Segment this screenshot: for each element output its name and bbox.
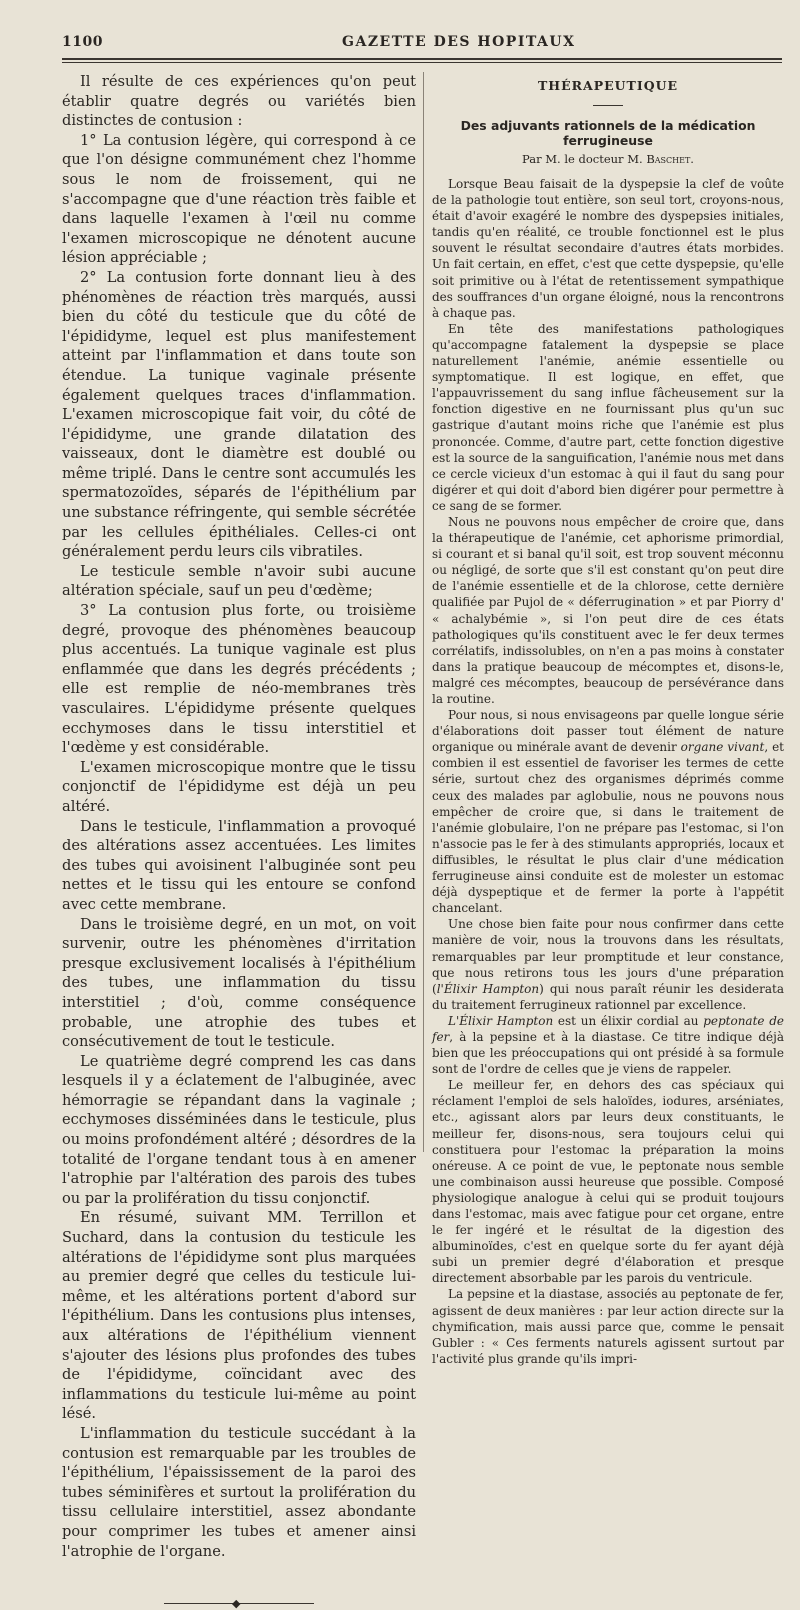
paragraph: 2° La contusion forte donnant lieu à des phénomènes de réaction très marqués, aussi bien du côté du testicule que du côté de l'épididyme, lequel est plus manifestement atteint par l'inflammation et dans toute son étendue. La tunique vaginale présente également quelques traces d'inflammation. L'examen microscopique fait voir, du côté de l'épididyme, une grande dilatation des vaisseaux, dont le diamètre est doublé ou même triplé. Dans le centre sont accumulés les spermatozoïdes, séparés de l'épithélium par une substance réfringente, qui semble sécrétée par les cellules épithéliales. Celles-ci ont généralement perdu leurs cils vibratiles.	[62, 268, 416, 561]
text-run: ) qui nous paraît réunir les desiderata du traitement ferrugineux rationnel par excellence.	[432, 981, 784, 1012]
paragraph: Le testicule semble n'avoir subi aucune altération spéciale, sauf un peu d'œdème;	[62, 562, 416, 600]
paragraph: 1° La contusion légère, qui correspond à ce que l'on désigne communément chez l'homme sous le nom de froissement, qui ne s'accompagne que d'une réaction très faible et dans laquelle l'examen à l'œil nu comme l'examen microscopique ne dénotent aucune lésion appréciable ;	[62, 131, 416, 267]
text-run: est un élixir cordial au	[553, 1013, 704, 1028]
paragraph: L'inflammation du testicule succédant à la contusion est remarquable par les troubles de l'épithélium, l'épaississement de la paroi des tubes séminifères et surtout la prolifération du tissu cellulaire interstitiel, assez abondante pour comprimer les tubes et amener ainsi l'atrophie de l'organe.	[62, 1424, 416, 1560]
paragraph: En résumé, suivant MM. Terrillon et Suchard, dans la contusion du testicule les altérations de l'épididyme sont plus marquées au premier degré que celles du testicule lui-même, et les altérations portent d'abord sur l'épithélium. Dans les contusions plus intenses, aux altérations de l'épithélium viennent s'ajouter des lésions plus profondes des tubes de l'épididyme, coïncidant avec des inflammations du testicule lui-même au point lésé.	[62, 1209, 416, 1423]
section-title: THÉRAPEUTIQUE	[537, 78, 679, 93]
paragraph: Lorsque Beau faisait de la dyspepsie la clef de voûte de la pathologie tout entière, son seul tort, croyons-nous, était d'avoir exagéré le nombre des dyspepsies initiales, tandis qu'en réalité, ce trouble fonctionnel est le plus souvent le résultat secondaire d'autres états morbides. Un fait certain, en effet, c'est que cette dyspepsie, qu'elle soit primitive ou à l'état de retentissement sympathique des souffrances d'un organe éloigné, nous la rencontrons à chaque pas.	[432, 177, 784, 320]
paragraph: En tête des manifestations pathologiques qu'accompagne fatalement la dyspepsie se place naturellement l'anémie, anémie essentielle ou symptomatique. Il est logique, en effet, que l'appauvrissement du sang influe fâcheusement sur la fonction digestive en ne fournissant plus qu'un suc gastrique d'autant moins riche que l'anémie est plus prononcée. Comme, d'autre part, cette fonction digestive est la source de la sanguification, l'anémie nous met dans ce cercle vicieux d'un estomac à qui il faut du sang pour digérer et qui doit d'abord bien digérer pour permettre à ce sang de se former.	[432, 321, 784, 513]
page-number: 1100	[62, 34, 103, 50]
text-run: , à la pepsine et à la diastase. Ce titre indique déjà bien que les préoccupations qui ont présidé à sa formule sont de l'ordre de celles que je viens de rappeler.	[432, 1029, 784, 1077]
column-separator	[423, 72, 424, 1152]
paragraph: Dans le testicule, l'inflammation a provoqué des altérations assez accentuées. Les limites des tubes qui avoisinent l'albuginée sont peu nettes et le tissu qui les entoure se confond avec cette membrane.	[62, 817, 416, 913]
emphasis: l'Élixir Hampton	[436, 981, 540, 996]
article-end-rule	[164, 1599, 314, 1609]
title-divider	[593, 105, 623, 106]
paragraph: La pepsine et la diastase, associés au peptonate de fer, agissent de deux manières : par leur action directe sur la chymification, mais aussi parce que, comme le pensait Gubler : « Ces ferments naturels agissent surtout par l'activité plus grande qu'ils impri-	[432, 1287, 784, 1366]
left-column	[62, 72, 416, 1609]
paragraph: Le quatrième degré comprend les cas dans lesquels il y a éclatement de l'albuginée, avec hémorragie se répandant dans la vaginale ; ecchymoses disséminées dans le testicule, plus ou moins profondément altéré ; désordres de la totalité de l'organe tendant tous à en amener l'atrophie par l'altération des parois des tubes ou par la prolifération du tissu conjonctif.	[62, 1052, 416, 1207]
emphasis: peptonate de fer	[432, 1013, 784, 1044]
author-name: Baschet.	[646, 152, 694, 166]
paragraph: Nous ne pouvons nous empêcher de croire que, dans la thérapeutique de l'anémie, cet aphorisme primordial, si courant et si banal qu'il soit, est trop souvent méconnu ou négligé, de sorte que s'il est constant qu'on peut dire de l'anémie essentielle et de la chlorose, cette dernière qualifiée par Pujol de « déferrugination » et par Piorry d' « achalybémie », si l'on peut dire de ces états pathologiques qu'ils constituent avec le fer deux termes corrélatifs, indissolubles, on n'en a pas moins à constater dans la pratique beaucoup de mécomptes et, disons-le, malgré ces mécomptes, beaucoup de persévérance dans la routine.	[432, 514, 784, 706]
paragraph: L'examen microscopique montre que le tissu conjonctif de l'épididyme est déjà un peu altéré.	[62, 758, 416, 815]
journal-title: GAZETTE DES HOPITAUX	[342, 34, 576, 50]
page-header	[62, 34, 782, 54]
right-column	[432, 78, 784, 1367]
paragraph: Il résulte de ces expériences qu'on peut établir quatre degrés ou variétés bien distinctes de contusion :	[62, 73, 416, 130]
emphasis: L'Élixir Hampton	[448, 1013, 554, 1028]
paragraph: Dans le troisième degré, en un mot, on voit survenir, outre les phénomènes d'irritation presque exclusivement localisés à l'épithélium des tubes, une inflammation du tissu interstitiel ; d'où, comme conséquence probable, une atrophie des tubes et consécutivement de tout le testicule.	[62, 915, 416, 1051]
paragraph	[432, 707, 784, 916]
text-run: Pour nous, si nous envisageons par quelle longue série d'élaborations doit passer tout élément de nature organique ou minérale avant de devenir	[432, 708, 784, 755]
emphasis: organe vivant	[680, 740, 765, 755]
paragraph: Le meilleur fer, en dehors des cas spéciaux qui réclament l'emploi de sels haloïdes, iodures, arséniates, etc., agissant alors par leurs deux constituants, le meilleur fer, disons-nous, sera toujours celui qui constituera pour l'estomac la préparation la moins onéreuse. A ce point de vue, le peptonate nous semble une combinaison aussi heureuse que possible. Composé physiologique analogue à celui qui se produit toujours dans l'estomac, mais avec fatigue pour cet organe, entre le fer ingéré et le résultat de la digestion des albuminoïdes, c'est en quelque sorte du fer ayant déjà subi un premier degré d'élaboration et presque directement absorbable par les parois du ventricule.	[432, 1078, 784, 1286]
paragraph	[432, 916, 784, 1013]
header-rule-thick	[62, 58, 782, 60]
byline	[432, 152, 784, 166]
byline-prefix: Par M. le docteur M.	[522, 152, 643, 166]
paragraph: 3° La contusion plus forte, ou troisième degré, provoque des phénomènes beaucoup plus accentués. La tunique vaginale est plus enflammée que dans les degrés précédents ; elle est remplie de néo-membranes très vasculaires. L'épididyme présente quelques ecchymoses dans le tissu interstitiel et l'œdème y est considérable.	[62, 602, 416, 757]
header-rule-thin	[62, 62, 782, 63]
text-run: , et combien il est essentiel de favoriser les termes de cette série, surtout chez des organismes déprimés comme ceux des malades par aglobulie, nous ne pouvons nous empêcher de croire que, si dans le traitement de l'anémie globulaire, l'on ne prépare pas l'estomac, si l'on n'associe pas le fer à des stimulants appropriés, locaux et diffusibles, le résultat le plus clair d'une médication ferrugineuse ainsi conduite est de molester un estomac déjà dyspeptique et de fermer la porte à l'appétit chancelant.	[432, 740, 784, 916]
text-run: Une chose bien faite pour nous confirmer dans cette manière de voir, nous la trouvons dans les résultats, remarquables par leur promptitude et leur constance, que nous retirons tous les jours d'une préparation (	[432, 917, 784, 996]
paragraph	[432, 1013, 784, 1077]
article-title: Des adjuvants rationnels de la médication ferrugineuse	[460, 118, 756, 148]
ornament-icon: ◆	[232, 1597, 241, 1610]
